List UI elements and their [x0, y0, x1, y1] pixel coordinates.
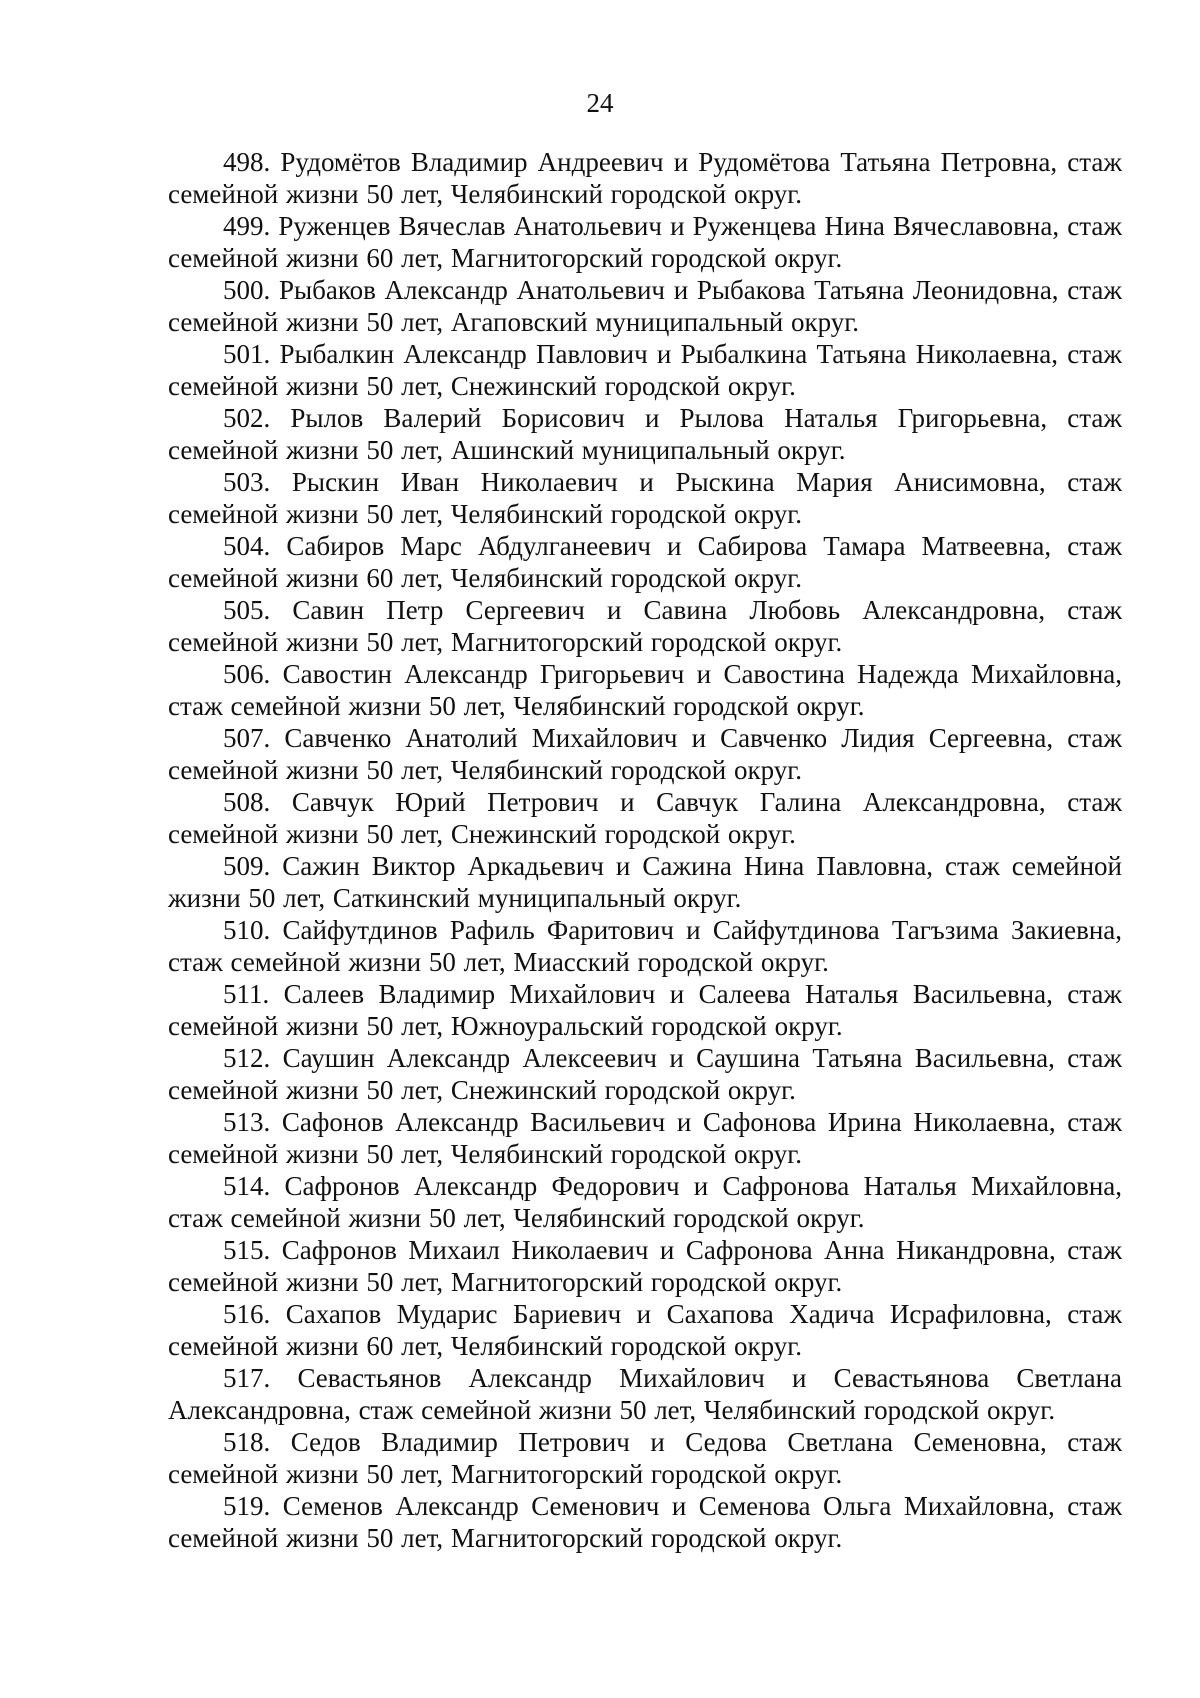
entry-text: Рудомётов Владимир Андреевич и Рудомётова Татьяна Петровна, стаж семейной жизни 50 лет, Челябинский городской округ. — [168, 147, 1122, 209]
list-item — [168, 850, 1122, 914]
entry-number: 503. — [223, 467, 271, 497]
entry-text: Седов Владимир Петрович и Седова Светлана Семеновна, стаж семейной жизни 50 лет, Магнитогорский городской округ. — [168, 1427, 1123, 1489]
list-item — [168, 594, 1122, 658]
list-item — [168, 274, 1122, 338]
entry-text: Сахапов Мударис Бариевич и Сахапова Хадича Исрафиловна, стаж семейной жизни 60 лет, Челябинский городской округ. — [168, 1299, 1122, 1361]
list-item — [168, 210, 1122, 274]
entry-text: Севастьянов Александр Михайлович и Севастьянова Светлана Александровна, стаж семейной жизни 50 лет, Челябинский городской округ. — [168, 1363, 1123, 1425]
list-item — [168, 722, 1122, 786]
list-item — [168, 658, 1122, 722]
list-item — [168, 1298, 1122, 1362]
entry-number: 506. — [223, 659, 271, 689]
entry-number: 502. — [223, 403, 271, 433]
list-item — [168, 1362, 1122, 1426]
list-item — [168, 530, 1122, 594]
entry-text: Рыскин Иван Николаевич и Рыскина Мария Анисимовна, стаж семейной жизни 50 лет, Челябинский городской округ. — [168, 467, 1123, 529]
entry-number: 514. — [223, 1171, 271, 1201]
list-item — [168, 1106, 1122, 1170]
entry-text: Сайфутдинов Рафиль Фаритович и Сайфутдинова Тагъзима Закиевна, стаж семейной жизни 50 лет, Миасский городской округ. — [168, 915, 1123, 977]
entry-number: 509. — [223, 851, 271, 881]
list-item — [168, 786, 1122, 850]
entry-text: Савчук Юрий Петрович и Савчук Галина Александровна, стаж семейной жизни 50 лет, Снежинский городской округ. — [168, 787, 1123, 849]
entry-text: Салеев Владимир Михайлович и Салеева Наталья Васильевна, стаж семейной жизни 50 лет, Южноуральский городской округ. — [168, 979, 1123, 1041]
list-item — [168, 978, 1122, 1042]
list-item — [168, 146, 1122, 210]
entry-number: 508. — [223, 787, 271, 817]
entry-number: 519. — [223, 1491, 271, 1521]
entry-text: Рылов Валерий Борисович и Рылова Наталья Григорьевна, стаж семейной жизни 50 лет, Ашинский муниципальный округ. — [168, 403, 1123, 465]
entry-text: Савин Петр Сергеевич и Савина Любовь Александровна, стаж семейной жизни 50 лет, Магнитогорский городской округ. — [168, 595, 1123, 657]
entry-text: Сафронов Михаил Николаевич и Сафронова Анна Никандровна, стаж семейной жизни 50 лет, Магнитогорский городской округ. — [168, 1235, 1122, 1297]
list-item — [168, 466, 1122, 530]
entry-text: Сабиров Марс Абдулганеевич и Сабирова Тамара Матвеевна, стаж семейной жизни 60 лет, Челябинский городской округ. — [168, 531, 1122, 593]
entry-text: Саушин Александр Алексеевич и Саушина Татьяна Васильевна, стаж семейной жизни 50 лет, Снежинский городской округ. — [168, 1043, 1123, 1105]
entry-number: 512. — [223, 1043, 271, 1073]
entry-number: 515. — [223, 1235, 271, 1265]
entry-number: 499. — [223, 211, 271, 241]
entry-number: 504. — [223, 531, 271, 561]
entry-number: 500. — [223, 275, 271, 305]
entry-text: Сажин Виктор Аркадьевич и Сажина Нина Павловна, стаж семейной жизни 50 лет, Саткинский муниципальный округ. — [168, 851, 1122, 913]
entry-list — [168, 146, 1122, 1554]
list-item — [168, 338, 1122, 402]
list-item — [168, 402, 1122, 466]
entry-number: 507. — [223, 723, 271, 753]
entry-number: 511. — [223, 979, 270, 1009]
list-item — [168, 1170, 1122, 1234]
list-item — [168, 1042, 1122, 1106]
list-item — [168, 914, 1122, 978]
entry-number: 518. — [223, 1427, 271, 1457]
entry-number: 498. — [223, 147, 271, 177]
entry-number: 505. — [223, 595, 271, 625]
entry-text: Сафонов Александр Васильевич и Сафонова Ирина Николаевна, стаж семейной жизни 50 лет, Челябинский городской округ. — [168, 1107, 1122, 1169]
list-item — [168, 1490, 1122, 1554]
entry-number: 513. — [223, 1107, 271, 1137]
entry-text: Савченко Анатолий Михайлович и Савченко Лидия Сергеевна, стаж семейной жизни 50 лет, Челябинский городской округ. — [168, 723, 1122, 785]
entry-text: Рыбалкин Александр Павлович и Рыбалкина Татьяна Николаевна, стаж семейной жизни 50 лет, Снежинский городской округ. — [168, 339, 1123, 401]
entry-number: 501. — [223, 339, 271, 369]
page-number: 24 — [586, 88, 614, 118]
entry-number: 510. — [223, 915, 271, 945]
list-item — [168, 1426, 1122, 1490]
list-item — [168, 1234, 1122, 1298]
entry-text: Савостин Александр Григорьевич и Савостина Надежда Михайловна, стаж семейной жизни 50 лет, Челябинский городской округ. — [168, 659, 1122, 721]
entry-text: Сафронов Александр Федорович и Сафронова Наталья Михайловна, стаж семейной жизни 50 лет, Челябинский городской округ. — [168, 1171, 1123, 1233]
entry-number: 516. — [223, 1299, 271, 1329]
entry-number: 517. — [223, 1363, 271, 1393]
entry-text: Семенов Александр Семенович и Семенова Ольга Михайловна, стаж семейной жизни 50 лет, Магнитогорский городской округ. — [168, 1491, 1123, 1553]
entry-text: Руженцев Вячеслав Анатольевич и Руженцева Нина Вячеславовна, стаж семейной жизни 60 лет, Магнитогорский городской округ. — [168, 211, 1122, 273]
entry-text: Рыбаков Александр Анатольевич и Рыбакова Татьяна Леонидовна, стаж семейной жизни 50 лет, Агаповский муниципальный округ. — [168, 275, 1123, 337]
